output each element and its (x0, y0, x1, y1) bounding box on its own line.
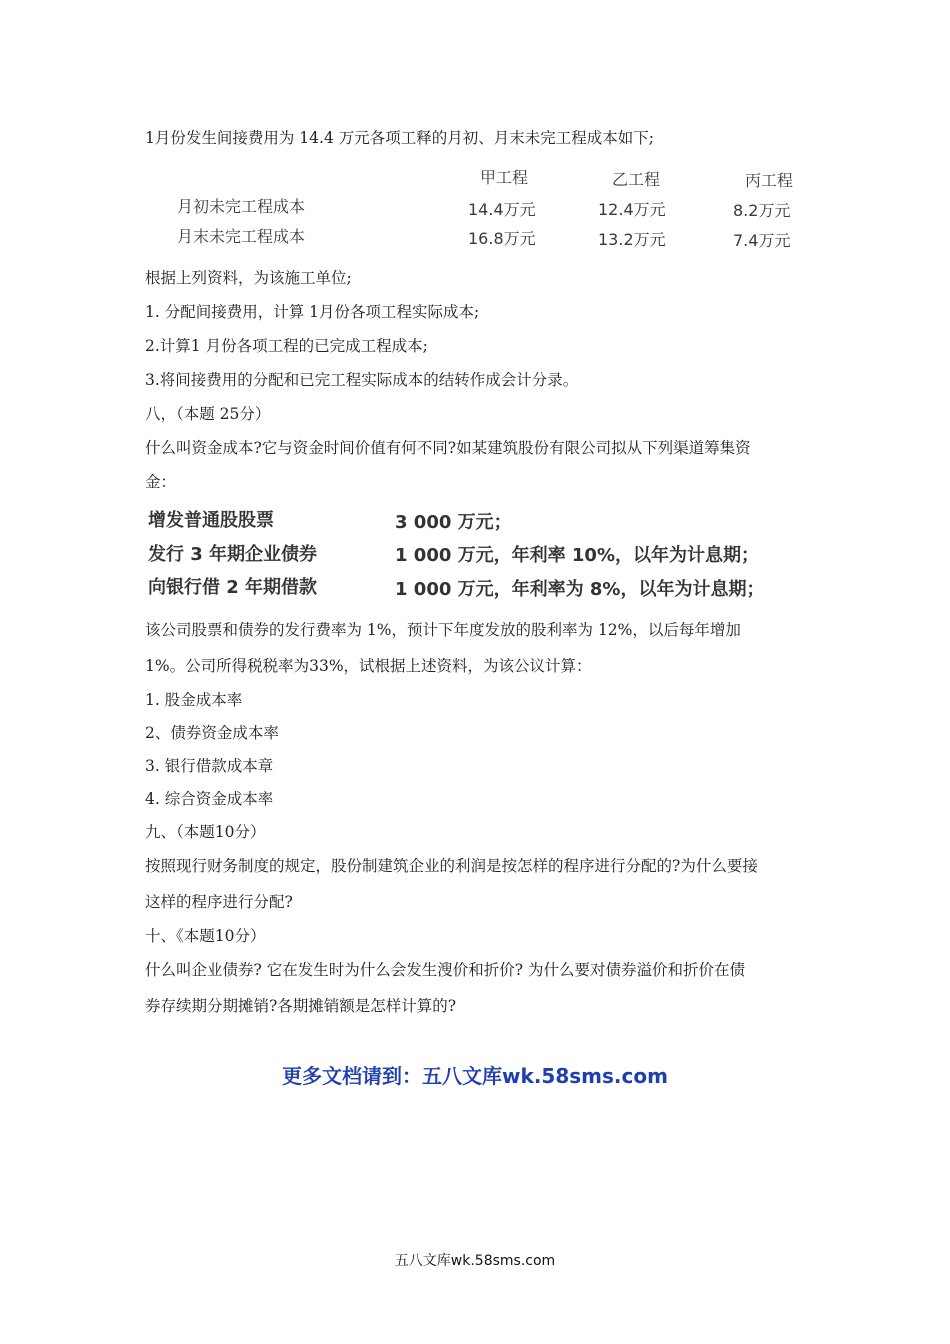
q9-line1: 按照现行财务制度的规定，股份制建筑企业的利润是按怎样的程序进行分配的?为什么要接 (145, 857, 758, 875)
q9-heading: 九、（本题10分） (145, 823, 266, 841)
row-label-start: 月初未完工程成本 (177, 197, 306, 216)
q7-item-3: 3.将间接费用的分配和已完工程实际成本的结转作成会计分录。 (145, 371, 579, 389)
q7-item-2: 2.计算1 月份各项工程的已完成工程成本; (145, 337, 428, 355)
funding-value-2: 1 000 万元，年利率 10%，以年为计息期； (395, 545, 759, 566)
funding-label-1: 增发普通股股票 (148, 510, 274, 531)
funding-value-3: 1 000 万元，年利率为 8%，以年为计息期； (395, 579, 765, 600)
cell-end-a: 16.8万元 (468, 229, 536, 248)
q8-text-line1: 什么叫资金成本?它与资金时间价值有何不同?如某建筑股份有限公司拟从下列渠道筹集资 (145, 439, 751, 457)
cell-start-c: 8.2万元 (733, 201, 791, 220)
q10-line2: 券存续期分期摊销?各期摊销额是怎样计算的? (145, 997, 457, 1015)
q8-text-line2: 金： (145, 473, 177, 491)
q10-heading: 十、《本题10分） (145, 927, 266, 945)
col-header-b: 乙工程 (612, 170, 661, 189)
cell-start-a: 14.4万元 (468, 200, 536, 219)
cell-end-c: 7.4万元 (733, 231, 791, 250)
q10-line1: 什么叫企业债券? 它在发生时为什么会发生溲价和折价? 为什么要对债券溢价和折价在债 (145, 961, 745, 979)
q8-after-line2: 1%。公司所得税税率为33%，试根据上述资料，为该公议计算： (145, 657, 592, 675)
q8-item-1: 1. 股金成本率 (145, 691, 243, 709)
intro-text: 1月份发生间接费用为 14.4 万元各项工释的月初、月末未完工程成本如下; (145, 129, 654, 147)
cell-start-b: 12.4万元 (598, 200, 666, 219)
col-header-c: 丙工程 (745, 171, 794, 190)
promo-link[interactable]: 更多文档请到：五八文库wk.58sms.com (282, 1064, 668, 1088)
page-footer: 五八文库wk.58sms.com (394, 1253, 556, 1269)
q8-item-4: 4. 综合资金成本率 (145, 790, 274, 808)
q8-heading: 八，（本题 25分） (145, 405, 271, 423)
cell-end-b: 13.2万元 (598, 230, 666, 249)
q7-item-1: 1. 分配间接费用，计算 1月份各项工程实际成本; (145, 303, 480, 321)
q7-lead: 根据上列资料，为该施工单位; (145, 269, 352, 287)
q9-line2: 这样的程序进行分配? (145, 893, 293, 911)
q8-after-line1: 该公司股票和债券的发行费率为 1%，预计下年度发放的股利率为 12%，以后每年增加 (145, 621, 741, 639)
row-label-end: 月末未完工程成本 (177, 227, 306, 246)
funding-value-1: 3 000 万元； (395, 512, 512, 533)
q8-item-3: 3. 银行借款成本章 (145, 757, 274, 775)
funding-label-3: 向银行借 2 年期借款 (148, 577, 318, 598)
q8-item-2: 2、债券资金成本率 (145, 724, 279, 742)
col-header-a: 甲工程 (480, 168, 529, 187)
funding-label-2: 发行 3 年期企业债券 (148, 544, 318, 565)
